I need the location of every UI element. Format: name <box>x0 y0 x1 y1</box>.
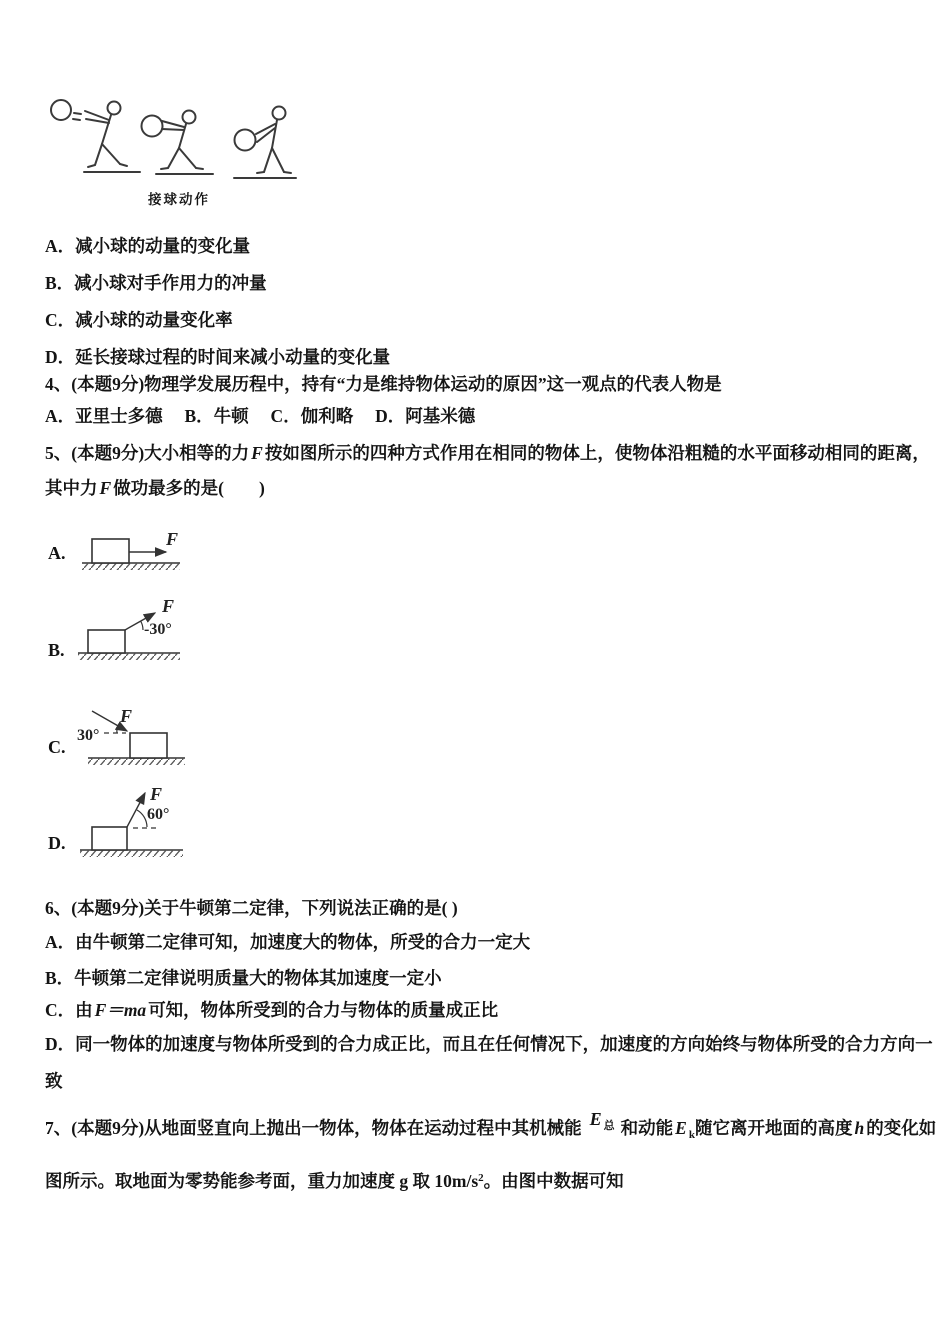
q6-stem: 6、(本题9分)关于牛顿第二定律，下列说法正确的是( ) <box>45 898 458 918</box>
angle-label: 60° <box>147 806 170 823</box>
ball-icon <box>51 100 71 120</box>
force-label: F <box>120 706 133 726</box>
q3-option-b: B．减小球对手作用力的冲量 <box>45 273 267 293</box>
q5-stem-part: 做功最多的是( ) <box>113 478 265 498</box>
angle-label: -30° <box>144 621 172 638</box>
q6-option-d-line1: D．同一物体的加速度与物体所受到的合力成正比，而且在任何情况下，加速度的方向始终与物体所受的合力方向一 <box>45 1034 933 1054</box>
angle-arc <box>141 621 143 630</box>
q5-diagram-b-label: B. <box>48 640 65 660</box>
squared-superscript: 2 <box>478 1172 484 1184</box>
q5-stem-part: 5、(本题9分)大小相等的力 <box>45 443 250 463</box>
q5-diagram-d-figure <box>70 775 270 860</box>
figure-caption: 接球动作 <box>148 192 210 207</box>
q5-diagram-a-figure <box>70 515 270 580</box>
height-symbol: h <box>854 1118 865 1138</box>
q5-stem-part: 按如图所示的四种方式作用在相同的物体上，使物体沿粗糙的水平面移动相同的距离， <box>264 443 930 463</box>
person-reaching-icon <box>84 102 140 173</box>
q6-option-c <box>45 1000 498 1021</box>
q5-stem-line2 <box>45 478 265 499</box>
person-catching-icon <box>142 111 214 175</box>
angle-arc <box>117 726 118 733</box>
angle-arc <box>137 810 147 827</box>
q6-option-c-part: 可知，物体所受到的合力与物体的质量成正比 <box>148 1000 499 1020</box>
q5-diagram-b-figure <box>70 590 270 665</box>
newton-formula: F＝ma <box>94 1000 147 1020</box>
block-shape <box>130 733 167 758</box>
q6-option-b: B．牛顿第二定律说明质量大的物体其加速度一定小 <box>45 968 442 988</box>
force-arrow <box>127 793 145 827</box>
q5-diagram-d-label: D. <box>48 833 66 853</box>
q4-options-line: A．亚里士多德 B．牛顿 C．伽利略 D．阿基米德 <box>45 406 476 426</box>
angle-label: 30° <box>77 727 100 744</box>
force-symbol: F <box>99 478 112 498</box>
q5-diagram-c-figure <box>70 690 270 770</box>
q7-stem-part: 随它离开地面的高度 <box>694 1118 853 1138</box>
q6-option-c-part: C．由 <box>45 1000 93 1020</box>
q7-stem-part: 图所示。取地面为零势能参考面，重力加速度 g 取 10m/s <box>45 1171 479 1191</box>
q3-option-d: D．延长接球过程的时间来减小动量的变化量 <box>45 347 391 367</box>
block-shape <box>92 539 129 563</box>
force-label: F <box>150 784 163 804</box>
q5-diagram-c-label: C. <box>48 737 66 757</box>
q3-option-c: C．减小球的动量变化率 <box>45 310 233 330</box>
person-holding-icon <box>234 107 296 179</box>
block-shape <box>88 630 125 653</box>
block-shape <box>92 827 127 850</box>
force-symbol: F <box>251 443 263 463</box>
force-label: F <box>162 596 175 616</box>
q7-stem-part: 7、(本题9分)从地面竖直向上抛出一物体，物体在运动过程中其机械能 <box>45 1118 582 1138</box>
q7-stem-line1 <box>45 1109 937 1146</box>
q7-stem-part: 和动能 <box>620 1118 674 1138</box>
q5-diagram-a-label: A. <box>48 543 66 563</box>
q6-option-a: A．由牛顿第二定律可知，加速度大的物体，所受的合力一定大 <box>45 932 531 952</box>
q5-stem-line1 <box>45 443 930 464</box>
q4-stem: 4、(本题9分)物理学发展历程中，持有“力是维持物体运动的原因”这一观点的代表人物是 <box>45 374 722 394</box>
mechanical-energy-symbol: E $_总$ <box>589 1109 615 1132</box>
q6-option-d-line2: 致 <box>45 1071 63 1091</box>
q3-option-a: A．减小球的动量的变化量 <box>45 236 251 256</box>
force-label: F <box>166 529 179 549</box>
q7-stem-part: 的变化如 <box>866 1118 937 1138</box>
catching-ball-illustration <box>48 96 310 186</box>
q7-stem-part: 。由图中数据可知 <box>483 1171 624 1191</box>
q7-stem-line2 <box>45 1168 624 1192</box>
kinetic-energy-symbol: E $_k$ <box>675 1118 695 1141</box>
q5-stem-part: 其中力 <box>45 478 98 498</box>
